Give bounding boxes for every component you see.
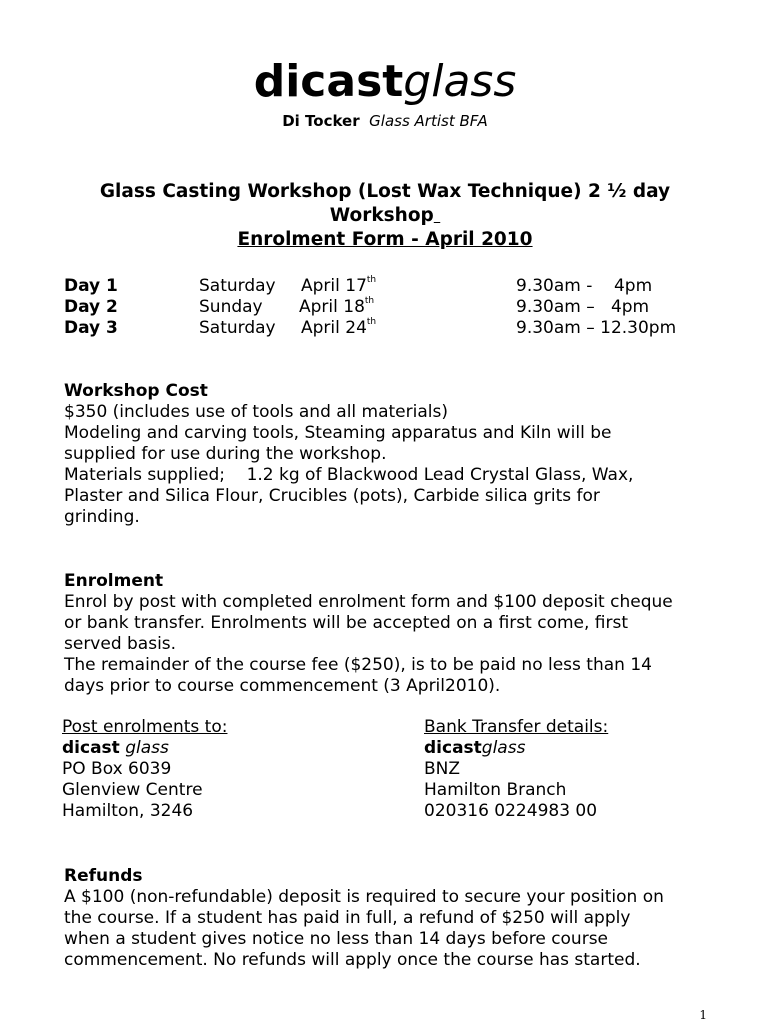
- text-line: A $100 (non-refundable) deposit is required to secure your position on: [64, 887, 664, 907]
- schedule-weekday: Saturday: [199, 318, 276, 338]
- title-line-3: Enrolment Form - April 2010: [237, 229, 533, 250]
- schedule-weekday: Saturday: [199, 276, 276, 296]
- brand-italic: glass: [403, 56, 517, 107]
- bank-line: BNZ: [424, 759, 461, 779]
- text-line: grinding.: [64, 507, 140, 527]
- bank-details-block: [424, 717, 608, 822]
- title-line-1: Glass Casting Workshop (Lost Wax Technique) 2 ½ day: [99, 181, 671, 202]
- schedule-time: 9.30am – 12.30pm: [516, 318, 677, 338]
- brand-bold: dicast: [253, 56, 404, 107]
- refunds-section: [64, 866, 744, 971]
- text-line: when a student gives notice no less than 14 days before course: [64, 929, 609, 949]
- document-title: [40, 180, 730, 252]
- text-line: Modeling and carving tools, Steaming apparatus and Kiln will be: [64, 423, 612, 443]
- text-line: Enrol by post with completed enrolment form and $100 deposit cheque: [64, 592, 673, 612]
- title-line-2: Workshop: [329, 205, 434, 226]
- artist-title: Glass Artist BFA: [369, 112, 488, 130]
- text-line: served basis.: [64, 634, 177, 654]
- schedule-time: 9.30am - 4pm: [516, 276, 653, 296]
- text-line: Plaster and Silica Flour, Crucibles (pots), Carbide silica grits for: [64, 486, 600, 506]
- schedule-day: Day 3: [64, 318, 118, 338]
- bank-heading: Bank Transfer details:: [424, 717, 609, 737]
- post-heading: Post enrolments to:: [62, 717, 228, 737]
- text-line: the course. If a student has paid in full, a refund of $250 will apply: [64, 908, 631, 928]
- workshop-cost-section: [64, 381, 744, 528]
- schedule-date: April 18th: [299, 296, 375, 317]
- bank-line: Hamilton Branch: [424, 780, 567, 800]
- bank-line: 020316 0224983 00: [424, 801, 598, 821]
- post-line: PO Box 6039: [62, 759, 172, 779]
- schedule-row: [64, 297, 118, 318]
- schedule-time: 9.30am – 4pm: [516, 297, 650, 317]
- text-line: days prior to course commencement (3 April2010).: [64, 676, 501, 696]
- enrolment-section: [64, 571, 744, 697]
- schedule-day: Day 2: [64, 297, 118, 317]
- schedule-day: Day 1: [64, 276, 118, 296]
- bank-name: dicastglass: [424, 738, 526, 758]
- schedule-date: April 24th: [301, 317, 377, 338]
- text-line: The remainder of the course fee ($250), is to be paid no less than 14: [64, 655, 652, 675]
- post-address-block: [62, 717, 227, 822]
- schedule-date: April 17th: [301, 275, 377, 296]
- artist-name: Di Tocker: [282, 112, 360, 130]
- text-line: Materials supplied; 1.2 kg of Blackwood Lead Crystal Glass, Wax,: [64, 465, 634, 485]
- text-line: $350 (includes use of tools and all materials): [64, 402, 448, 422]
- section-heading: Enrolment: [64, 571, 164, 591]
- text-line: commencement. No refunds will apply once the course has started.: [64, 950, 641, 970]
- schedule-row: [64, 318, 118, 339]
- artist-line: [0, 111, 770, 131]
- schedule-row: [64, 276, 118, 297]
- page-number: 1: [699, 1008, 707, 1022]
- brand-logo-text: [0, 54, 770, 110]
- text-line: supplied for use during the workshop.: [64, 444, 387, 464]
- post-line: Glenview Centre: [62, 780, 203, 800]
- section-heading: Workshop Cost: [64, 381, 208, 401]
- text-line: or bank transfer. Enrolments will be accepted on a first come, first: [64, 613, 629, 633]
- post-name: dicast glass: [62, 738, 169, 758]
- section-heading: Refunds: [64, 866, 143, 886]
- post-line: Hamilton, 3246: [62, 801, 194, 821]
- schedule-weekday: Sunday: [199, 297, 263, 317]
